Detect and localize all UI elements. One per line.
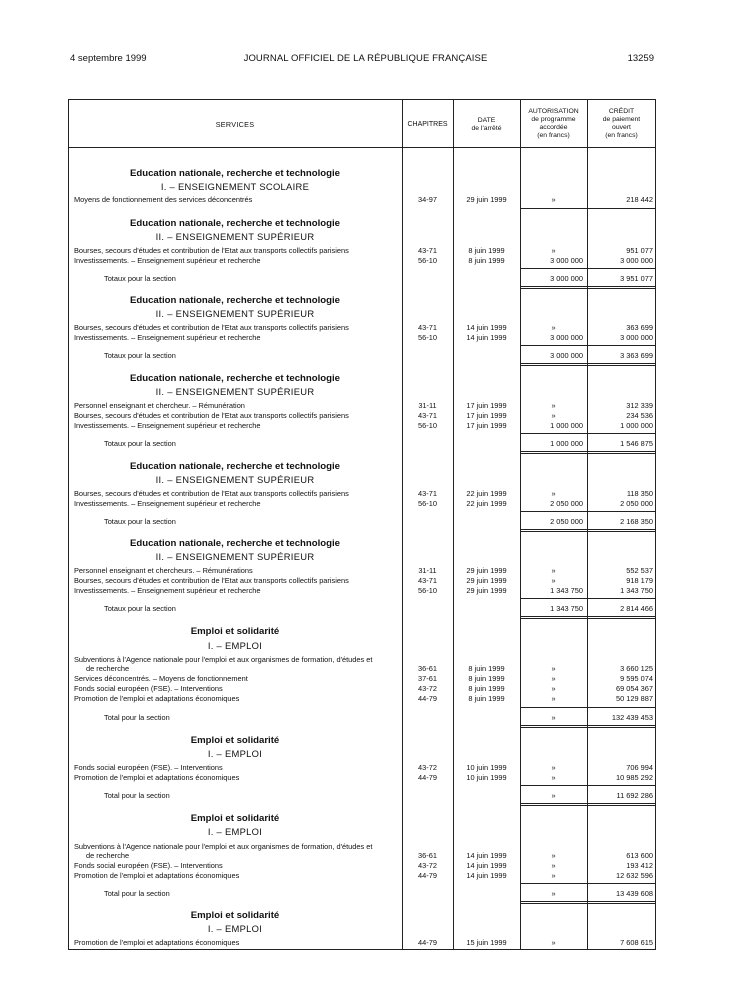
section-title: Education nationale, recherche et technologie bbox=[129, 295, 341, 306]
section-subtitle: II. – ENSEIGNEMENT SUPÉRIEUR bbox=[155, 551, 315, 562]
row-autorisation: » bbox=[551, 938, 556, 947]
total-double-rule bbox=[587, 451, 656, 454]
row-label: Promotion de l'emploi et adaptations économiques bbox=[74, 773, 400, 783]
row-label: Personnel enseignant et chercheurs. – Rémunérations bbox=[74, 566, 400, 576]
table-row bbox=[0, 773, 731, 783]
row-autorisation: » bbox=[551, 489, 556, 498]
total-double-rule bbox=[587, 803, 656, 806]
total-credit: 3 363 699 bbox=[620, 351, 653, 360]
column-header-text: de l'arrêté bbox=[471, 125, 502, 132]
total-double-rule bbox=[520, 901, 587, 904]
row-credit: 3 000 000 bbox=[620, 333, 653, 342]
section-title: Emploi et solidarité bbox=[190, 735, 280, 746]
row-date: 29 juin 1999 bbox=[466, 576, 507, 585]
total-double-rule bbox=[520, 286, 587, 289]
row-autorisation: » bbox=[551, 195, 556, 204]
row-date: 29 juin 1999 bbox=[466, 195, 507, 204]
table-row bbox=[0, 256, 731, 266]
column-header-text: de paiement bbox=[602, 116, 641, 123]
row-autorisation: » bbox=[551, 861, 556, 870]
column-header-text: (en francs) bbox=[537, 132, 570, 139]
row-label: Promotion de l'emploi et adaptations économiques bbox=[74, 694, 400, 704]
row-chapitre: 43-71 bbox=[418, 323, 437, 332]
total-credit: 11 692 286 bbox=[616, 791, 653, 800]
row-label: Fonds social européen (FSE). – Interventions bbox=[74, 684, 400, 694]
table-row bbox=[0, 411, 731, 421]
row-date: 8 juin 1999 bbox=[468, 664, 505, 673]
row-label: Investissements. – Enseignement supérieur et recherche bbox=[74, 421, 400, 431]
row-date: 17 juin 1999 bbox=[466, 411, 507, 420]
row-label: Bourses, secours d'études et contribution de l'Etat aux transports collectifs parisiens bbox=[74, 323, 400, 333]
table-row bbox=[0, 499, 731, 509]
table-row bbox=[0, 489, 731, 499]
row-label: Services déconcentrés. – Moyens de fonctionnement bbox=[74, 674, 400, 684]
section-subtitle: II. – ENSEIGNEMENT SUPÉRIEUR bbox=[155, 386, 315, 397]
row-date: 8 juin 1999 bbox=[468, 246, 505, 255]
row-label: Bourses, secours d'études et contribution de l'Etat aux transports collectifs parisiens bbox=[74, 489, 400, 499]
row-autorisation: » bbox=[551, 566, 556, 575]
row-date: 15 juin 1999 bbox=[466, 938, 507, 947]
total-double-rule bbox=[520, 451, 587, 454]
row-credit: 10 985 292 bbox=[616, 773, 653, 782]
total-rule bbox=[520, 433, 587, 434]
total-credit: 1 546 875 bbox=[620, 439, 653, 448]
total-label: Totaux pour la section bbox=[104, 274, 400, 284]
total-label: Totaux pour la section bbox=[104, 604, 400, 614]
column-header-credit bbox=[587, 108, 656, 140]
total-double-rule bbox=[520, 725, 587, 728]
row-credit: 69 054 367 bbox=[616, 684, 653, 693]
row-autorisation: » bbox=[551, 684, 556, 693]
row-chapitre: 31-11 bbox=[418, 566, 437, 575]
section-subtitle: II. – ENSEIGNEMENT SUPÉRIEUR bbox=[155, 474, 315, 485]
row-autorisation: » bbox=[551, 694, 556, 703]
row-autorisation: » bbox=[551, 674, 556, 683]
total-autorisation: 3 000 000 bbox=[550, 351, 583, 360]
table-row bbox=[0, 566, 731, 576]
section-title: Emploi et solidarité bbox=[190, 626, 280, 637]
row-chapitre: 56-10 bbox=[418, 421, 437, 430]
total-double-rule bbox=[587, 529, 656, 532]
total-row bbox=[0, 713, 731, 723]
total-autorisation: 3 000 000 bbox=[550, 274, 583, 283]
row-chapitre: 43-71 bbox=[418, 411, 437, 420]
row-credit: 706 994 bbox=[626, 763, 653, 772]
row-chapitre: 44-79 bbox=[418, 938, 437, 947]
table-row bbox=[0, 763, 731, 773]
total-rule bbox=[587, 707, 656, 708]
row-chapitre: 31-11 bbox=[418, 401, 437, 410]
section-subtitle: I. – EMPLOI bbox=[207, 640, 263, 651]
section-subtitle: I. – EMPLOI bbox=[207, 748, 263, 759]
total-rule bbox=[587, 433, 656, 434]
section-subtitle: II. – ENSEIGNEMENT SUPÉRIEUR bbox=[155, 231, 315, 242]
row-label: Fonds social européen (FSE). – Interventions bbox=[74, 861, 400, 871]
row-autorisation: » bbox=[551, 664, 556, 673]
table-row bbox=[0, 195, 731, 205]
total-double-rule bbox=[587, 616, 656, 619]
row-label: Promotion de l'emploi et adaptations économiques bbox=[74, 938, 400, 948]
total-rule bbox=[587, 785, 656, 786]
row-date: 17 juin 1999 bbox=[466, 401, 507, 410]
total-label: Totaux pour la section bbox=[104, 517, 400, 527]
row-label: Subventions à l'Agence nationale pour l'emploi et aux organismes de formation, d'études et bbox=[74, 842, 373, 851]
column-header-text: (en francs) bbox=[605, 132, 638, 139]
row-date: 8 juin 1999 bbox=[468, 256, 505, 265]
row-chapitre: 36-61 bbox=[418, 664, 437, 673]
table-row bbox=[0, 401, 731, 411]
table-row bbox=[0, 586, 731, 596]
column-header-text: DATE bbox=[477, 117, 496, 124]
section-subtitle: I. – ENSEIGNEMENT SCOLAIRE bbox=[160, 181, 310, 192]
total-autorisation: 1 343 750 bbox=[550, 604, 583, 613]
row-date: 10 juin 1999 bbox=[466, 773, 507, 782]
row-credit: 2 050 000 bbox=[620, 499, 653, 508]
table-row bbox=[0, 664, 731, 674]
row-date: 10 juin 1999 bbox=[466, 763, 507, 772]
row-chapitre: 56-10 bbox=[418, 586, 437, 595]
row-label: Investissements. – Enseignement supérieur et recherche bbox=[74, 333, 400, 343]
journal-title: JOURNAL OFFICIEL DE LA RÉPUBLIQUE FRANÇAISE bbox=[243, 53, 488, 64]
row-label: Promotion de l'emploi et adaptations économiques bbox=[74, 871, 400, 881]
table-row bbox=[0, 323, 731, 333]
total-row bbox=[0, 791, 731, 801]
row-chapitre: 43-72 bbox=[418, 763, 437, 772]
row-autorisation: » bbox=[551, 323, 556, 332]
column-header-date bbox=[453, 117, 520, 133]
row-credit: 312 339 bbox=[626, 401, 653, 410]
section-title: Education nationale, recherche et technologie bbox=[129, 168, 341, 179]
total-credit: 132 439 453 bbox=[611, 713, 653, 722]
column-header-services: SERVICES bbox=[215, 120, 255, 129]
table-row bbox=[0, 333, 731, 343]
row-date: 14 juin 1999 bbox=[466, 851, 507, 860]
row-date: 14 juin 1999 bbox=[466, 333, 507, 342]
total-rule bbox=[520, 598, 587, 599]
table-row bbox=[0, 684, 731, 694]
total-double-rule bbox=[587, 725, 656, 728]
row-credit: 50 129 887 bbox=[616, 694, 653, 703]
total-double-rule bbox=[520, 529, 587, 532]
column-header-autorisation bbox=[520, 108, 587, 140]
total-rule bbox=[587, 883, 656, 884]
section-title: Education nationale, recherche et technologie bbox=[129, 373, 341, 384]
total-rule bbox=[587, 598, 656, 599]
row-credit: 552 537 bbox=[626, 566, 653, 575]
total-label: Total pour la section bbox=[104, 713, 400, 723]
row-date: 14 juin 1999 bbox=[466, 323, 507, 332]
row-autorisation: » bbox=[551, 763, 556, 772]
row-autorisation: 1 000 000 bbox=[550, 421, 583, 430]
row-credit: 613 600 bbox=[626, 851, 653, 860]
total-rule bbox=[520, 345, 587, 346]
row-credit: 9 595 074 bbox=[620, 674, 653, 683]
row-date: 8 juin 1999 bbox=[468, 674, 505, 683]
row-autorisation: » bbox=[551, 871, 556, 880]
row-chapitre: 44-79 bbox=[418, 871, 437, 880]
total-rule bbox=[587, 511, 656, 512]
total-credit: 2 168 350 bbox=[620, 517, 653, 526]
row-autorisation: 3 000 000 bbox=[550, 333, 583, 342]
row-date: 14 juin 1999 bbox=[466, 871, 507, 880]
row-chapitre: 44-79 bbox=[418, 694, 437, 703]
row-credit: 363 699 bbox=[626, 323, 653, 332]
row-label: Moyens de fonctionnement des services déconcentrés bbox=[74, 195, 400, 205]
table-row bbox=[0, 871, 731, 881]
total-row bbox=[0, 274, 731, 284]
row-label: Bourses, secours d'études et contribution de l'Etat aux transports collectifs parisiens bbox=[74, 576, 400, 586]
total-rule bbox=[520, 883, 587, 884]
row-chapitre: 36-61 bbox=[418, 851, 437, 860]
total-row bbox=[0, 517, 731, 527]
row-date: 22 juin 1999 bbox=[466, 489, 507, 498]
total-row bbox=[0, 604, 731, 614]
section-title: Emploi et solidarité bbox=[190, 910, 280, 921]
row-autorisation: 1 343 750 bbox=[550, 586, 583, 595]
column-header-text: CRÉDIT bbox=[608, 108, 635, 115]
column-header-text: AUTORISATION bbox=[528, 108, 579, 115]
total-rule bbox=[520, 707, 587, 708]
total-row bbox=[0, 889, 731, 899]
total-autorisation: » bbox=[551, 889, 556, 898]
table-row bbox=[0, 851, 731, 861]
total-rule bbox=[520, 268, 587, 269]
total-autorisation: 2 050 000 bbox=[550, 517, 583, 526]
row-label: Investissements. – Enseignement supérieur et recherche bbox=[74, 586, 400, 596]
row-chapitre: 44-79 bbox=[418, 773, 437, 782]
total-label: Total pour la section bbox=[104, 889, 400, 899]
header-date: 4 septembre 1999 bbox=[70, 53, 147, 64]
total-label: Totaux pour la section bbox=[104, 439, 400, 449]
row-credit: 12 632 596 bbox=[616, 871, 653, 880]
table-row bbox=[0, 694, 731, 704]
row-autorisation: » bbox=[551, 851, 556, 860]
row-chapitre: 37-61 bbox=[418, 674, 437, 683]
section-subtitle: I. – EMPLOI bbox=[207, 923, 263, 934]
total-credit: 2 814 466 bbox=[620, 604, 653, 613]
total-autorisation: » bbox=[551, 713, 556, 722]
page-number: 13259 bbox=[627, 53, 654, 64]
row-autorisation: » bbox=[551, 246, 556, 255]
total-double-rule bbox=[520, 803, 587, 806]
total-rule bbox=[587, 345, 656, 346]
section-title: Emploi et solidarité bbox=[190, 813, 280, 824]
row-label: Bourses, secours d'études et contribution de l'Etat aux transports collectifs parisiens bbox=[74, 411, 400, 421]
row-label: Subventions à l'Agence nationale pour l'emploi et aux organismes de formation, d'études et bbox=[74, 655, 373, 664]
table-row bbox=[0, 861, 731, 871]
row-chapitre: 56-10 bbox=[418, 499, 437, 508]
row-autorisation: » bbox=[551, 411, 556, 420]
total-double-rule bbox=[587, 286, 656, 289]
section-title: Education nationale, recherche et technologie bbox=[129, 538, 341, 549]
row-autorisation: 2 050 000 bbox=[550, 499, 583, 508]
table-row bbox=[0, 246, 731, 256]
row-credit: 234 536 bbox=[626, 411, 653, 420]
total-autorisation: 1 000 000 bbox=[550, 439, 583, 448]
row-chapitre: 43-72 bbox=[418, 861, 437, 870]
section-rule bbox=[587, 208, 656, 209]
section-title: Education nationale, recherche et technologie bbox=[129, 461, 341, 472]
row-credit: 3 660 125 bbox=[620, 664, 653, 673]
total-row bbox=[0, 439, 731, 449]
row-label: Investissements. – Enseignement supérieur et recherche bbox=[74, 499, 400, 509]
row-autorisation: » bbox=[551, 576, 556, 585]
section-title: Education nationale, recherche et technologie bbox=[129, 218, 341, 229]
row-autorisation: 3 000 000 bbox=[550, 256, 583, 265]
column-header-text: accordée bbox=[539, 124, 568, 131]
header-rule bbox=[68, 147, 656, 148]
row-date: 8 juin 1999 bbox=[468, 684, 505, 693]
total-label: Totaux pour la section bbox=[104, 351, 400, 361]
row-label: Bourses, secours d'études et contribution de l'Etat aux transports collectifs parisiens bbox=[74, 246, 400, 256]
table-row bbox=[0, 674, 731, 684]
section-subtitle: I. – EMPLOI bbox=[207, 826, 263, 837]
row-date: 14 juin 1999 bbox=[466, 861, 507, 870]
row-label: Personnel enseignant et chercheur. – Rémunération bbox=[74, 401, 400, 411]
row-credit: 951 077 bbox=[626, 246, 653, 255]
row-credit: 7 608 615 bbox=[620, 938, 653, 947]
total-rule bbox=[520, 785, 587, 786]
row-autorisation: » bbox=[551, 401, 556, 410]
row-chapitre: 43-71 bbox=[418, 489, 437, 498]
section-subtitle: II. – ENSEIGNEMENT SUPÉRIEUR bbox=[155, 308, 315, 319]
total-rule bbox=[520, 511, 587, 512]
table-row bbox=[0, 576, 731, 586]
column-header-chapitres: CHAPITRES bbox=[407, 121, 448, 128]
total-double-rule bbox=[587, 363, 656, 366]
row-credit: 1 343 750 bbox=[620, 586, 653, 595]
row-chapitre: 56-10 bbox=[418, 256, 437, 265]
total-credit: 13 439 608 bbox=[616, 889, 653, 898]
row-date: 8 juin 1999 bbox=[468, 694, 505, 703]
total-row bbox=[0, 351, 731, 361]
total-double-rule bbox=[587, 901, 656, 904]
row-chapitre: 43-71 bbox=[418, 576, 437, 585]
row-credit: 3 000 000 bbox=[620, 256, 653, 265]
row-date: 17 juin 1999 bbox=[466, 421, 507, 430]
row-credit: 118 350 bbox=[626, 489, 653, 498]
row-chapitre: 56-10 bbox=[418, 333, 437, 342]
total-double-rule bbox=[520, 363, 587, 366]
table-row bbox=[0, 938, 731, 948]
row-chapitre: 43-71 bbox=[418, 246, 437, 255]
total-rule bbox=[587, 268, 656, 269]
row-date: 29 juin 1999 bbox=[466, 586, 507, 595]
row-date: 29 juin 1999 bbox=[466, 566, 507, 575]
total-label: Total pour la section bbox=[104, 791, 400, 801]
table-row bbox=[0, 421, 731, 431]
row-chapitre: 43-72 bbox=[418, 684, 437, 693]
row-credit: 1 000 000 bbox=[620, 421, 653, 430]
row-date: 22 juin 1999 bbox=[466, 499, 507, 508]
total-credit: 3 951 077 bbox=[620, 274, 653, 283]
row-label-continuation: de recherche bbox=[86, 664, 400, 674]
row-label-continuation: de recherche bbox=[86, 851, 400, 861]
column-header-text: ouvert bbox=[612, 124, 631, 131]
row-label: Investissements. – Enseignement supérieur et recherche bbox=[74, 256, 400, 266]
row-credit: 218 442 bbox=[626, 195, 653, 204]
row-autorisation: » bbox=[551, 773, 556, 782]
column-header-text: de programme bbox=[531, 116, 576, 123]
total-autorisation: » bbox=[551, 791, 556, 800]
row-label: Fonds social européen (FSE). – Interventions bbox=[74, 763, 400, 773]
row-credit: 193 412 bbox=[626, 861, 653, 870]
total-double-rule bbox=[520, 616, 587, 619]
section-rule bbox=[520, 208, 587, 209]
row-credit: 918 179 bbox=[626, 576, 653, 585]
row-chapitre: 34-97 bbox=[418, 195, 437, 204]
